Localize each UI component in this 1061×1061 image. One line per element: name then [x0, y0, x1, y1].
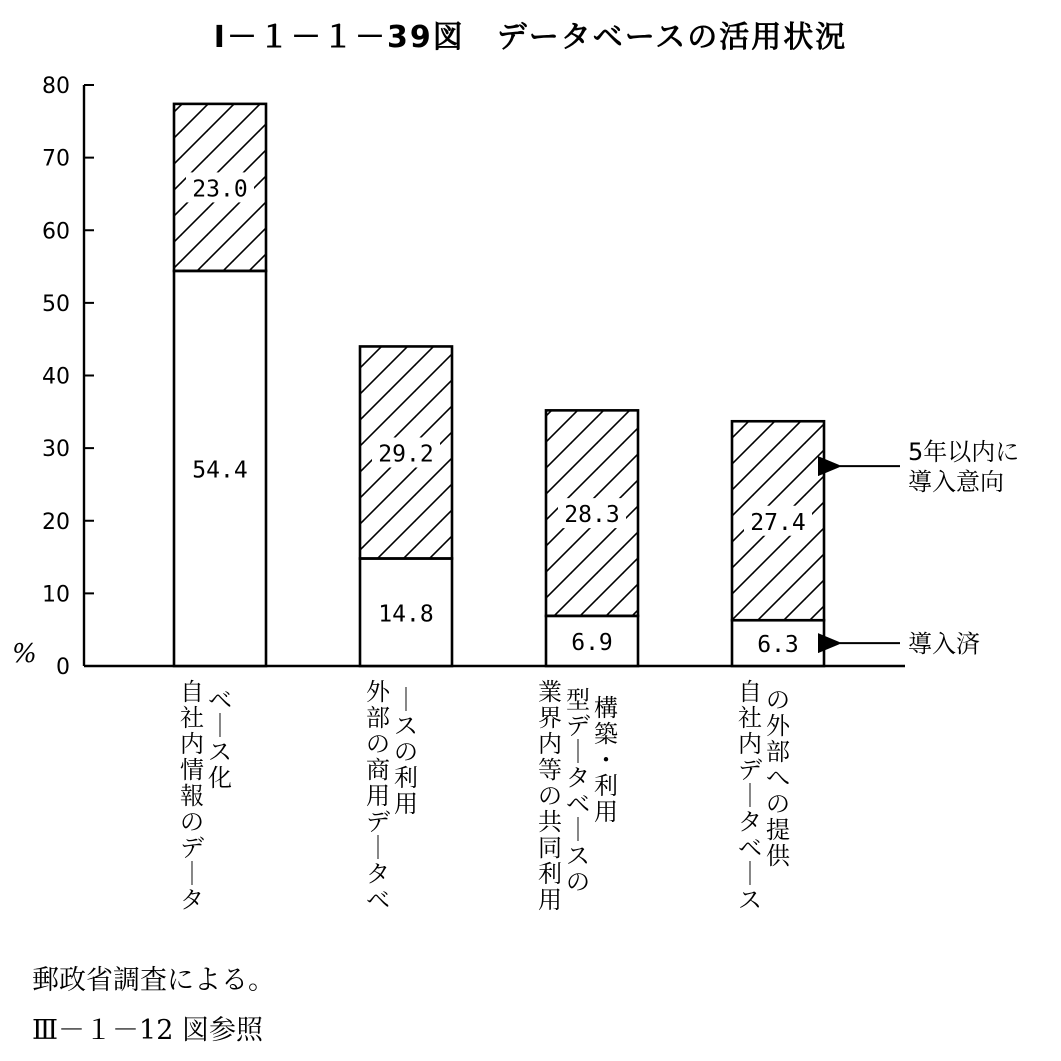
category-label-char: ｜: [394, 686, 418, 714]
category-label-char: ｜: [566, 816, 590, 844]
category-label-char: 利: [538, 860, 562, 888]
category-label-char: ｜: [208, 712, 232, 740]
category-label-char: の: [766, 686, 790, 714]
category-label-char: 構: [594, 694, 618, 722]
category-label-char: 内: [180, 730, 204, 758]
category-label-char: 社: [180, 704, 204, 732]
bar-data-label: 27.4: [750, 509, 806, 536]
category-label-char: ｜: [566, 738, 590, 766]
category-label-char: 築: [594, 720, 618, 748]
y-tick-label: 20: [42, 509, 70, 535]
category-label-char: 業: [538, 678, 562, 706]
category-label-char: ｜: [180, 860, 204, 888]
y-tick-label: 70: [42, 146, 70, 172]
category-label-char: 商: [366, 756, 390, 784]
bar-data-label: 54.4: [192, 457, 248, 484]
bar-data-label: 6.3: [757, 632, 799, 659]
category-label-char: ベ: [566, 790, 590, 818]
category-label-char: 外: [366, 678, 390, 706]
category-label-char: 共: [538, 808, 562, 836]
y-tick-label: 80: [42, 74, 70, 99]
category-label-char: 等: [538, 756, 562, 784]
y-tick-label: 0: [56, 655, 70, 680]
bar-data-label: 14.8: [378, 601, 434, 628]
category-label-char: ス: [208, 738, 232, 766]
category-label-char: 提: [766, 816, 790, 844]
category-label-char: 用: [594, 798, 618, 826]
category-label-char: ベ: [738, 834, 762, 862]
category-label-char: 界: [538, 704, 562, 732]
category-label-char: ｜: [366, 834, 390, 862]
category-label-char: 自: [738, 678, 762, 706]
category-label-char: 内: [538, 730, 562, 758]
category-label-char: へ: [766, 764, 790, 792]
y-axis-label: %: [12, 639, 37, 669]
category-label-char: の: [180, 808, 204, 836]
category-label-char: の: [766, 790, 790, 818]
category-label-char: ベ: [366, 886, 390, 914]
category-label-char: タ: [366, 860, 390, 888]
y-tick-label: 10: [42, 582, 70, 608]
category-label-char: 化: [208, 764, 232, 792]
category-label-char: 利: [594, 772, 618, 800]
category-label-char: 外: [766, 712, 790, 740]
category-label-char: 用: [538, 886, 562, 914]
category-label-char: 用: [366, 782, 390, 810]
category-label-char: 型: [566, 686, 590, 714]
category-label-char: 自: [180, 678, 204, 706]
category-label-char: ス: [394, 712, 418, 740]
category-label-char: ｜: [738, 860, 762, 888]
chart-title: Ⅰ－１－１－39図 データベースの活用状況: [213, 20, 848, 55]
category-label-char: の: [394, 738, 418, 766]
category-label-char: ス: [738, 886, 762, 914]
category-label-char: 内: [738, 730, 762, 758]
category-label-char: 情: [180, 756, 204, 784]
category-label-char: 部: [366, 704, 390, 732]
category-label-char: デ: [366, 808, 390, 836]
annotations: [840, 438, 1019, 658]
category-label-char: ベ: [208, 686, 232, 714]
category-label-char: 報: [180, 782, 204, 810]
annotation-label: 導入意向: [908, 468, 1004, 497]
category-label-char: 用: [394, 790, 418, 818]
category-label-char: タ: [180, 886, 204, 914]
annotation-label: 5年以内に: [908, 438, 1020, 467]
category-label-char: タ: [738, 808, 762, 836]
category-label-char: 部: [766, 738, 790, 766]
category-label-char: 社: [738, 704, 762, 732]
y-tick-label: 60: [42, 219, 70, 245]
source-note: 郵政省調査による。: [32, 965, 275, 996]
bar-data-label: 6.9: [571, 629, 613, 656]
y-tick-label: 30: [42, 437, 70, 463]
bars: [174, 104, 824, 914]
category-label-char: の: [566, 868, 590, 896]
category-label-char: の: [366, 730, 390, 758]
category-label-char: デ: [180, 834, 204, 862]
bar-data-label: 29.2: [378, 441, 434, 468]
category-label-char: ｜: [738, 782, 762, 810]
y-tick-label: 50: [42, 291, 70, 317]
category-label-char: ス: [566, 842, 590, 870]
bar-data-label: 23.0: [192, 176, 248, 203]
category-label-char: 同: [538, 834, 562, 862]
category-label-char: デ: [566, 712, 590, 740]
reference-note: Ⅲ－１－12 図参照: [32, 1015, 263, 1046]
category-label-char: の: [538, 782, 562, 810]
category-label-char: タ: [566, 764, 590, 792]
y-tick-label: 40: [42, 364, 70, 390]
category-label-char: ・: [594, 746, 618, 774]
category-label-char: デ: [738, 756, 762, 784]
category-label-char: 供: [766, 842, 790, 870]
category-label-char: 利: [394, 764, 418, 792]
bar-data-label: 28.3: [564, 502, 620, 529]
annotation-label: 導入済: [908, 630, 980, 659]
